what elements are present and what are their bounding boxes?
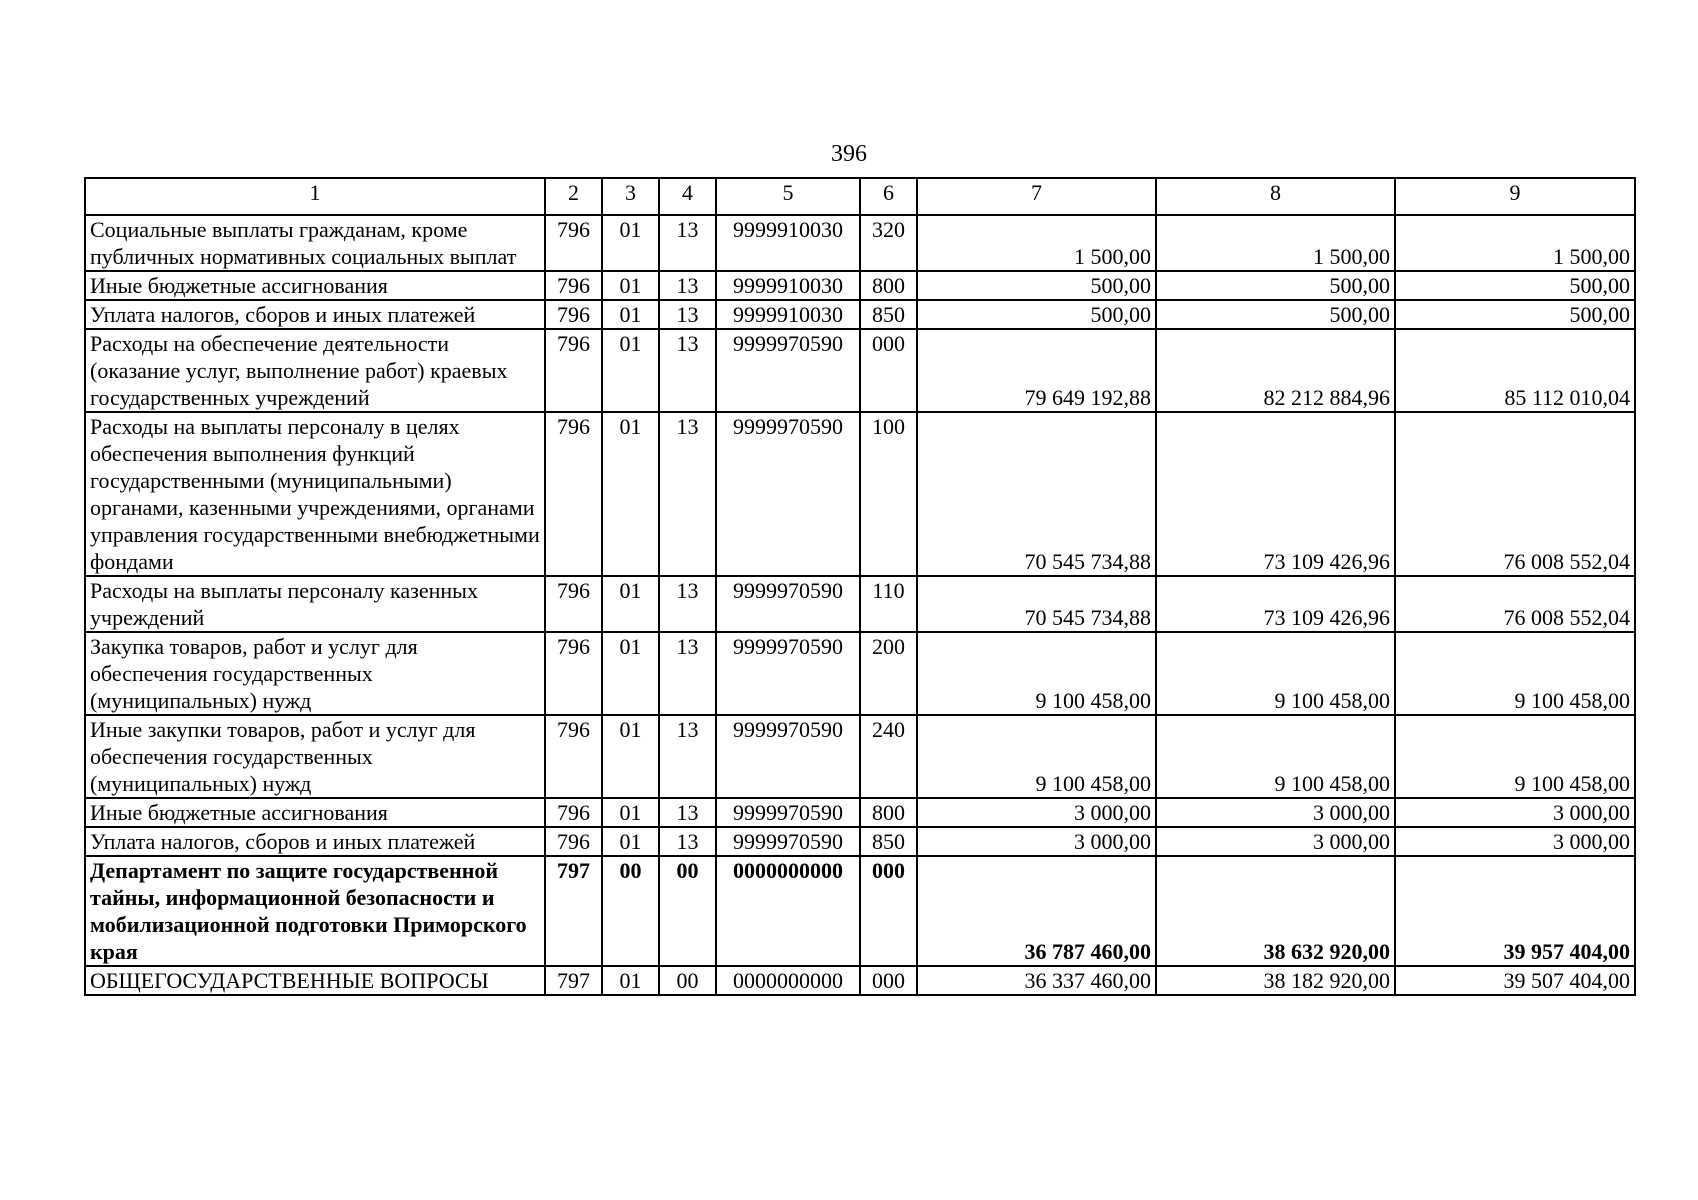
amount-cell: 1 500,00 xyxy=(917,215,1156,271)
amount-cell: 36 787 460,00 xyxy=(917,856,1156,966)
code-cell: 0000000000 xyxy=(716,856,860,966)
code-cell: 0000000000 xyxy=(716,966,860,995)
code-cell: 9999970590 xyxy=(716,715,860,798)
row-name-cell: Закупка товаров, работ и услуг для обеспечения государственных (муниципальных) нужд xyxy=(85,632,545,715)
code-cell: 00 xyxy=(659,966,716,995)
amount-cell: 3 000,00 xyxy=(917,827,1156,856)
row-name-cell: Иные бюджетные ассигнования xyxy=(85,271,545,300)
code-cell: 00 xyxy=(602,856,659,966)
code-cell: 9999970590 xyxy=(716,576,860,632)
code-cell: 796 xyxy=(545,632,602,715)
code-cell: 9999970590 xyxy=(716,329,860,412)
code-cell: 796 xyxy=(545,798,602,827)
code-cell: 13 xyxy=(659,412,716,576)
table-row xyxy=(85,632,1635,715)
row-name-cell: Департамент по защите государственной тайны, информационной безопасности и мобилизационной подготовки Приморского края xyxy=(85,856,545,966)
amount-cell: 82 212 884,96 xyxy=(1156,329,1395,412)
code-cell: 01 xyxy=(602,715,659,798)
code-cell: 13 xyxy=(659,300,716,329)
code-cell: 850 xyxy=(860,300,917,329)
code-cell: 00 xyxy=(659,856,716,966)
code-cell: 000 xyxy=(860,856,917,966)
row-name-cell: Уплата налогов, сборов и иных платежей xyxy=(85,827,545,856)
code-cell: 9999970590 xyxy=(716,412,860,576)
header-cell: 4 xyxy=(659,178,716,215)
code-cell: 9999970590 xyxy=(716,798,860,827)
amount-cell: 85 112 010,04 xyxy=(1395,329,1635,412)
amount-cell: 500,00 xyxy=(1156,271,1395,300)
amount-cell: 70 545 734,88 xyxy=(917,412,1156,576)
code-cell: 000 xyxy=(860,966,917,995)
code-cell: 796 xyxy=(545,215,602,271)
code-cell: 000 xyxy=(860,329,917,412)
amount-cell: 500,00 xyxy=(917,300,1156,329)
table-row xyxy=(85,412,1635,576)
code-cell: 800 xyxy=(860,271,917,300)
amount-cell: 3 000,00 xyxy=(917,798,1156,827)
code-cell: 13 xyxy=(659,576,716,632)
table-row xyxy=(85,576,1635,632)
amount-cell: 9 100 458,00 xyxy=(1395,715,1635,798)
amount-cell: 500,00 xyxy=(1395,271,1635,300)
amount-cell: 39 507 404,00 xyxy=(1395,966,1635,995)
amount-cell: 76 008 552,04 xyxy=(1395,576,1635,632)
code-cell: 01 xyxy=(602,300,659,329)
amount-cell: 9 100 458,00 xyxy=(1156,715,1395,798)
row-name-cell: Иные бюджетные ассигнования xyxy=(85,798,545,827)
code-cell: 01 xyxy=(602,412,659,576)
code-cell: 200 xyxy=(860,632,917,715)
code-cell: 796 xyxy=(545,715,602,798)
amount-cell: 9 100 458,00 xyxy=(917,715,1156,798)
budget-table xyxy=(84,177,1636,996)
code-cell: 797 xyxy=(545,966,602,995)
code-cell: 9999910030 xyxy=(716,271,860,300)
code-cell: 110 xyxy=(860,576,917,632)
table-row xyxy=(85,215,1635,271)
amount-cell: 38 182 920,00 xyxy=(1156,966,1395,995)
code-cell: 13 xyxy=(659,632,716,715)
amount-cell: 38 632 920,00 xyxy=(1156,856,1395,966)
table-row xyxy=(85,329,1635,412)
table-row xyxy=(85,827,1635,856)
code-cell: 796 xyxy=(545,827,602,856)
code-cell: 796 xyxy=(545,576,602,632)
page-number: 396 xyxy=(831,141,867,167)
amount-cell: 9 100 458,00 xyxy=(1395,632,1635,715)
code-cell: 01 xyxy=(602,798,659,827)
row-name-cell: ОБЩЕГОСУДАРСТВЕННЫЕ ВОПРОСЫ xyxy=(85,966,545,995)
amount-cell: 73 109 426,96 xyxy=(1156,576,1395,632)
amount-cell: 70 545 734,88 xyxy=(917,576,1156,632)
amount-cell: 500,00 xyxy=(1156,300,1395,329)
code-cell: 13 xyxy=(659,329,716,412)
header-cell: 6 xyxy=(860,178,917,215)
code-cell: 01 xyxy=(602,576,659,632)
amount-cell: 76 008 552,04 xyxy=(1395,412,1635,576)
code-cell: 01 xyxy=(602,827,659,856)
code-cell: 01 xyxy=(602,632,659,715)
row-name-cell: Расходы на выплаты персоналу казенных учреждений xyxy=(85,576,545,632)
row-name-cell: Социальные выплаты гражданам, кроме публичных нормативных социальных выплат xyxy=(85,215,545,271)
code-cell: 320 xyxy=(860,215,917,271)
code-cell: 9999910030 xyxy=(716,215,860,271)
amount-cell: 3 000,00 xyxy=(1156,827,1395,856)
code-cell: 9999970590 xyxy=(716,632,860,715)
table-row xyxy=(85,715,1635,798)
header-cell: 7 xyxy=(917,178,1156,215)
header-cell: 5 xyxy=(716,178,860,215)
row-name-cell: Расходы на обеспечение деятельности (оказание услуг, выполнение работ) краевых государственных учреждений xyxy=(85,329,545,412)
table-row xyxy=(85,966,1635,995)
code-cell: 13 xyxy=(659,271,716,300)
amount-cell: 36 337 460,00 xyxy=(917,966,1156,995)
code-cell: 01 xyxy=(602,271,659,300)
code-cell: 800 xyxy=(860,798,917,827)
header-cell: 9 xyxy=(1395,178,1635,215)
code-cell: 13 xyxy=(659,798,716,827)
code-cell: 9999910030 xyxy=(716,300,860,329)
amount-cell: 1 500,00 xyxy=(1156,215,1395,271)
code-cell: 796 xyxy=(545,329,602,412)
header-cell: 8 xyxy=(1156,178,1395,215)
code-cell: 13 xyxy=(659,715,716,798)
amount-cell: 500,00 xyxy=(1395,300,1635,329)
code-cell: 240 xyxy=(860,715,917,798)
code-cell: 01 xyxy=(602,966,659,995)
header-cell: 2 xyxy=(545,178,602,215)
table-row xyxy=(85,271,1635,300)
header-cell: 3 xyxy=(602,178,659,215)
amount-cell: 3 000,00 xyxy=(1395,798,1635,827)
header-row xyxy=(85,178,1635,215)
code-cell: 13 xyxy=(659,215,716,271)
code-cell: 9999970590 xyxy=(716,827,860,856)
row-name-cell: Уплата налогов, сборов и иных платежей xyxy=(85,300,545,329)
row-name-cell: Иные закупки товаров, работ и услуг для обеспечения государственных (муниципальных) нужд xyxy=(85,715,545,798)
amount-cell: 9 100 458,00 xyxy=(1156,632,1395,715)
amount-cell: 3 000,00 xyxy=(1156,798,1395,827)
row-name-cell: Расходы на выплаты персоналу в целях обеспечения выполнения функций государственными (муниципальными) органами, казенными учреждениями, органами управления государственными внебюджетными фондами xyxy=(85,412,545,576)
amount-cell: 39 957 404,00 xyxy=(1395,856,1635,966)
amount-cell: 9 100 458,00 xyxy=(917,632,1156,715)
table-row xyxy=(85,300,1635,329)
code-cell: 01 xyxy=(602,329,659,412)
code-cell: 797 xyxy=(545,856,602,966)
table-row xyxy=(85,798,1635,827)
code-cell: 796 xyxy=(545,412,602,576)
amount-cell: 1 500,00 xyxy=(1395,215,1635,271)
code-cell: 850 xyxy=(860,827,917,856)
code-cell: 796 xyxy=(545,271,602,300)
header-cell: 1 xyxy=(85,178,545,215)
code-cell: 100 xyxy=(860,412,917,576)
amount-cell: 79 649 192,88 xyxy=(917,329,1156,412)
table-row xyxy=(85,856,1635,966)
amount-cell: 73 109 426,96 xyxy=(1156,412,1395,576)
code-cell: 13 xyxy=(659,827,716,856)
code-cell: 01 xyxy=(602,215,659,271)
amount-cell: 3 000,00 xyxy=(1395,827,1635,856)
code-cell: 796 xyxy=(545,300,602,329)
amount-cell: 500,00 xyxy=(917,271,1156,300)
